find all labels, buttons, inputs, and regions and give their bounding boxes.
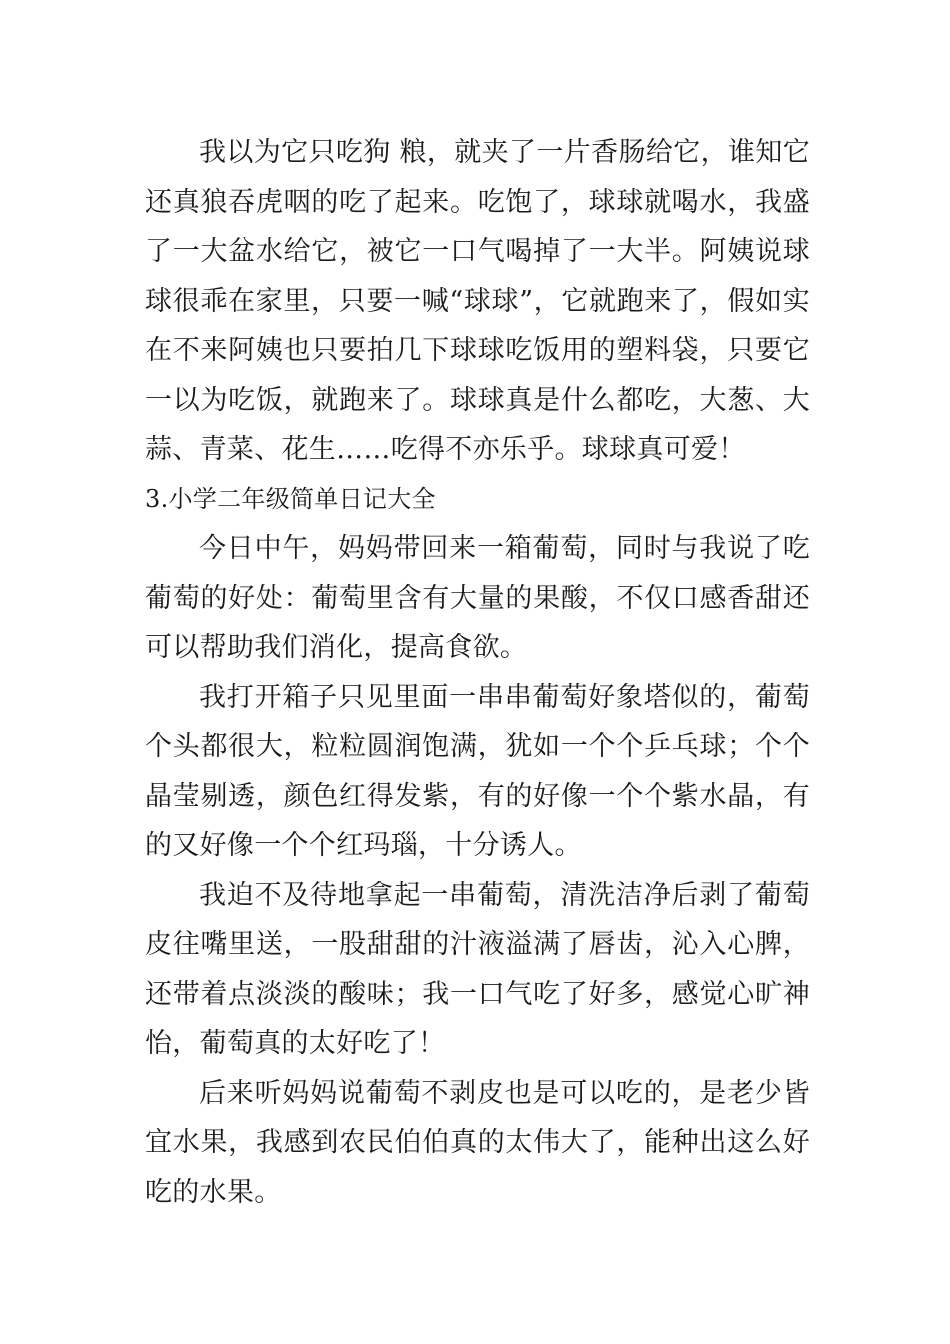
paragraph-grapes-eating: 我迫不及待地拿起一串葡萄，清洗洁净后剥了葡萄皮往嘴里送，一股甜甜的汁液溢满了唇齿，沁入心脾，还带着点淡淡的酸味；我一口气吃了好多，感觉心旷神怡，葡萄真的太好吃了！ [145,879,810,1059]
section-heading: 3.小学二年级简单日记大全 [145,484,436,513]
document-body [145,128,810,1217]
paragraph-grapes-intro: 今日中午，妈妈带回来一箱葡萄，同时与我说了吃葡萄的好处：葡萄里含有大量的果酸，不仅口感香甜还可以帮助我们消化，提高食欲。 [145,533,810,663]
paragraph-puppy-eating: 我以为它只吃狗 粮，就夹了一片香肠给它，谁知它还真狼吞虎咽的吃了起来。吃饱了，球球就喝水，我盛了一大盆水给它，被它一口气喝掉了一大半。阿姨说球球很乖在家里，只要一喊“球球”，它就跑来了，假如实在不来阿姨也只要拍几下球球吃饭用的塑料袋，只要它一以为吃饭，就跑来了。球球真是什么都吃，大葱、大蒜、青菜、花生……吃得不亦乐乎。球球真可爱！ [145,137,810,465]
paragraph-grapes-appearance: 我打开箱子只见里面一串串葡萄好象塔似的，葡萄个头都很大，粒粒圆润饱满，犹如一个个乒乓球；个个晶莹剔透，颜色红得发紫，有的好像一个个紫水晶，有的又好像一个个红玛瑙，十分诱人。 [145,681,810,861]
paragraph-grapes-conclusion: 后来听妈妈说葡萄不剥皮也是可以吃的，是老少皆宜水果，我感到农民伯伯真的太伟大了，能种出这么好吃的水果。 [145,1077,810,1208]
